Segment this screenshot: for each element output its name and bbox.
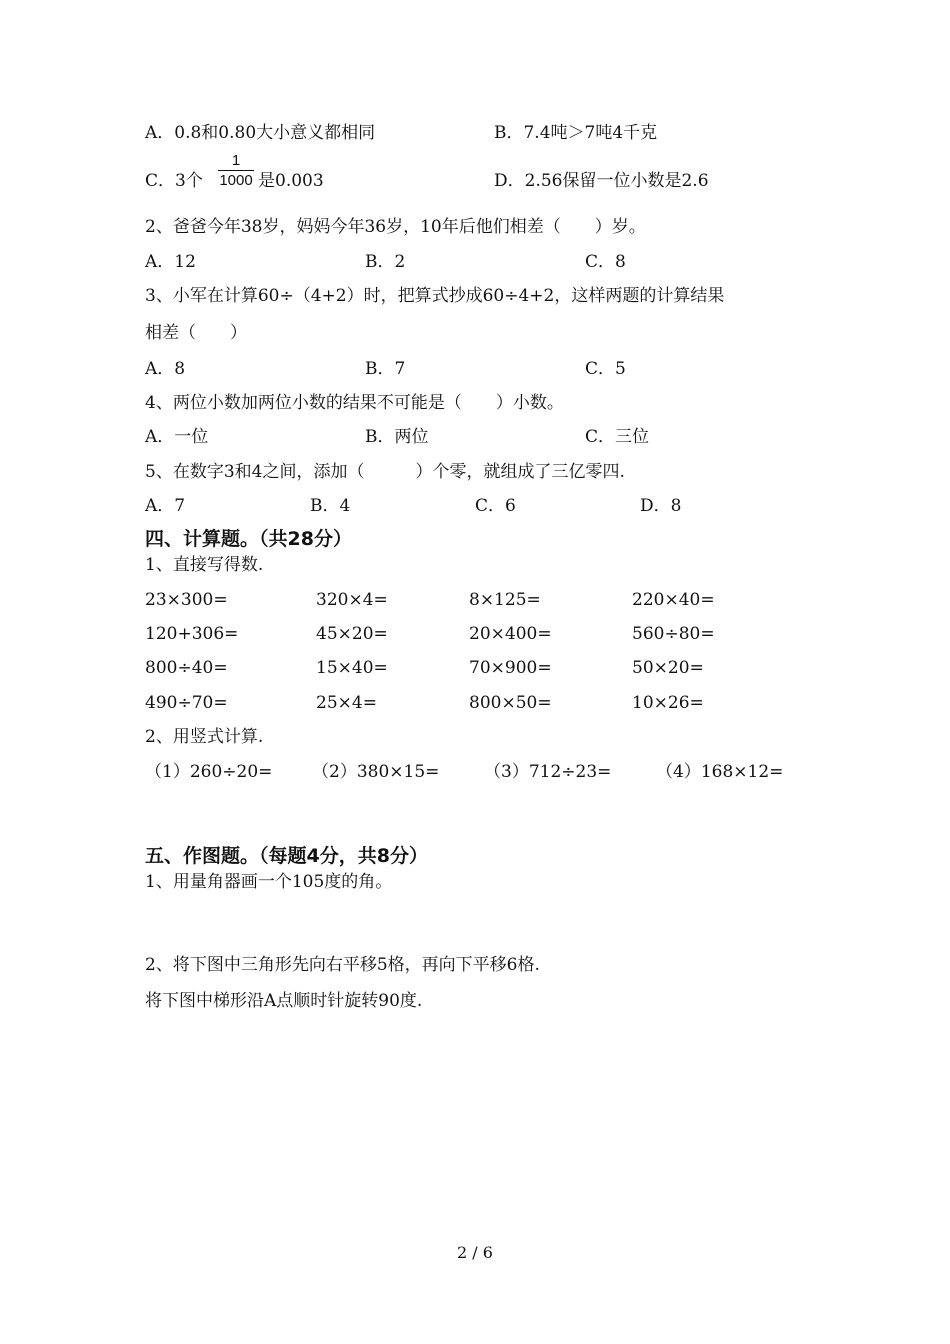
q3-option-b: B．7 (365, 359, 406, 379)
section4-title: 四、计算题。（共28分） (145, 528, 352, 550)
q4-option-c: C．三位 (585, 427, 650, 447)
q1-option-b: B．7.4吨＞7吨4千克 (494, 123, 658, 143)
q4-text: 4、两位小数加两位小数的结果不可能是（ ）小数。 (145, 393, 564, 413)
calc-r3-c3: 70×900= (469, 658, 552, 678)
calc-r3-c2: 15×40= (316, 658, 388, 678)
q1-option-c-suffix: 是0.003 (258, 171, 324, 191)
calc-r2-c1: 120+306= (145, 624, 239, 644)
q5-option-d: D．8 (640, 496, 682, 516)
q5-option-a: A．7 (145, 496, 186, 516)
q5-option-c: C．6 (475, 496, 516, 516)
q3-option-a: A．8 (145, 359, 186, 379)
section5-title: 五、作图题。（每题4分，共8分） (145, 845, 428, 867)
section5-q1: 1、用量角器画一个105度的角。 (145, 872, 393, 892)
q5-text: 5、在数字3和4之间，添加（ ）个零，就组成了三亿零四. (145, 462, 625, 482)
fraction-numerator: 1 (231, 152, 241, 169)
calc-r4-c2: 25×4= (316, 693, 377, 713)
vertical-calc-1: （1）260÷20= (145, 762, 273, 782)
q4-option-a: A．一位 (145, 427, 209, 447)
q3-option-c: C．5 (585, 359, 626, 379)
q1-option-d: D．2.56保留一位小数是2.6 (494, 171, 709, 191)
q1-option-c-prefix: C．3个 (145, 171, 203, 191)
section5-q2-line2: 将下图中梯形沿A点顺时针旋转90度. (145, 991, 423, 1011)
calc-r4-c3: 800×50= (469, 693, 552, 713)
q4-option-b: B．两位 (365, 427, 429, 447)
q2-option-c: C．8 (585, 252, 626, 272)
calc-r4-c1: 490÷70= (145, 693, 228, 713)
calc-r1-c2: 320×4= (316, 590, 388, 610)
q2-option-b: B．2 (365, 252, 406, 272)
calc-r3-c4: 50×20= (632, 658, 704, 678)
calc-r1-c1: 23×300= (145, 590, 228, 610)
q3-text-line1: 3、小军在计算60÷（4+2）时，把算式抄成60÷4+2，这样两题的计算结果 (145, 286, 725, 306)
q5-option-b: B．4 (310, 496, 351, 516)
page-number: 2 / 6 (457, 1243, 493, 1262)
vertical-calc-4: （4）168×12= (656, 762, 784, 782)
calc-r1-c4: 220×40= (632, 590, 715, 610)
q1-option-a: A．0.8和0.80大小意义都相同 (145, 123, 376, 143)
section4-q2-title: 2、用竖式计算. (145, 727, 264, 747)
q2-option-a: A．12 (145, 252, 196, 272)
calc-r2-c4: 560÷80= (632, 624, 715, 644)
calc-r4-c4: 10×26= (632, 693, 704, 713)
section4-q1-title: 1、直接写得数. (145, 555, 264, 575)
calc-r3-c1: 800÷40= (145, 658, 228, 678)
section5-q2-line1: 2、将下图中三角形先向右平移5格，再向下平移6格. (145, 955, 540, 975)
calc-r1-c3: 8×125= (469, 590, 541, 610)
fraction-denominator: 1000 (219, 172, 253, 189)
vertical-calc-3: （3）712÷23= (484, 762, 612, 782)
fraction-one-thousandth (217, 153, 255, 188)
calc-r2-c3: 20×400= (469, 624, 552, 644)
q3-text-line2: 相差（ ） (145, 323, 247, 343)
vertical-calc-2: （2）380×15= (312, 762, 440, 782)
q2-text: 2、爸爸今年38岁，妈妈今年36岁，10年后他们相差（ ）岁。 (145, 217, 646, 237)
calc-r2-c2: 45×20= (316, 624, 388, 644)
